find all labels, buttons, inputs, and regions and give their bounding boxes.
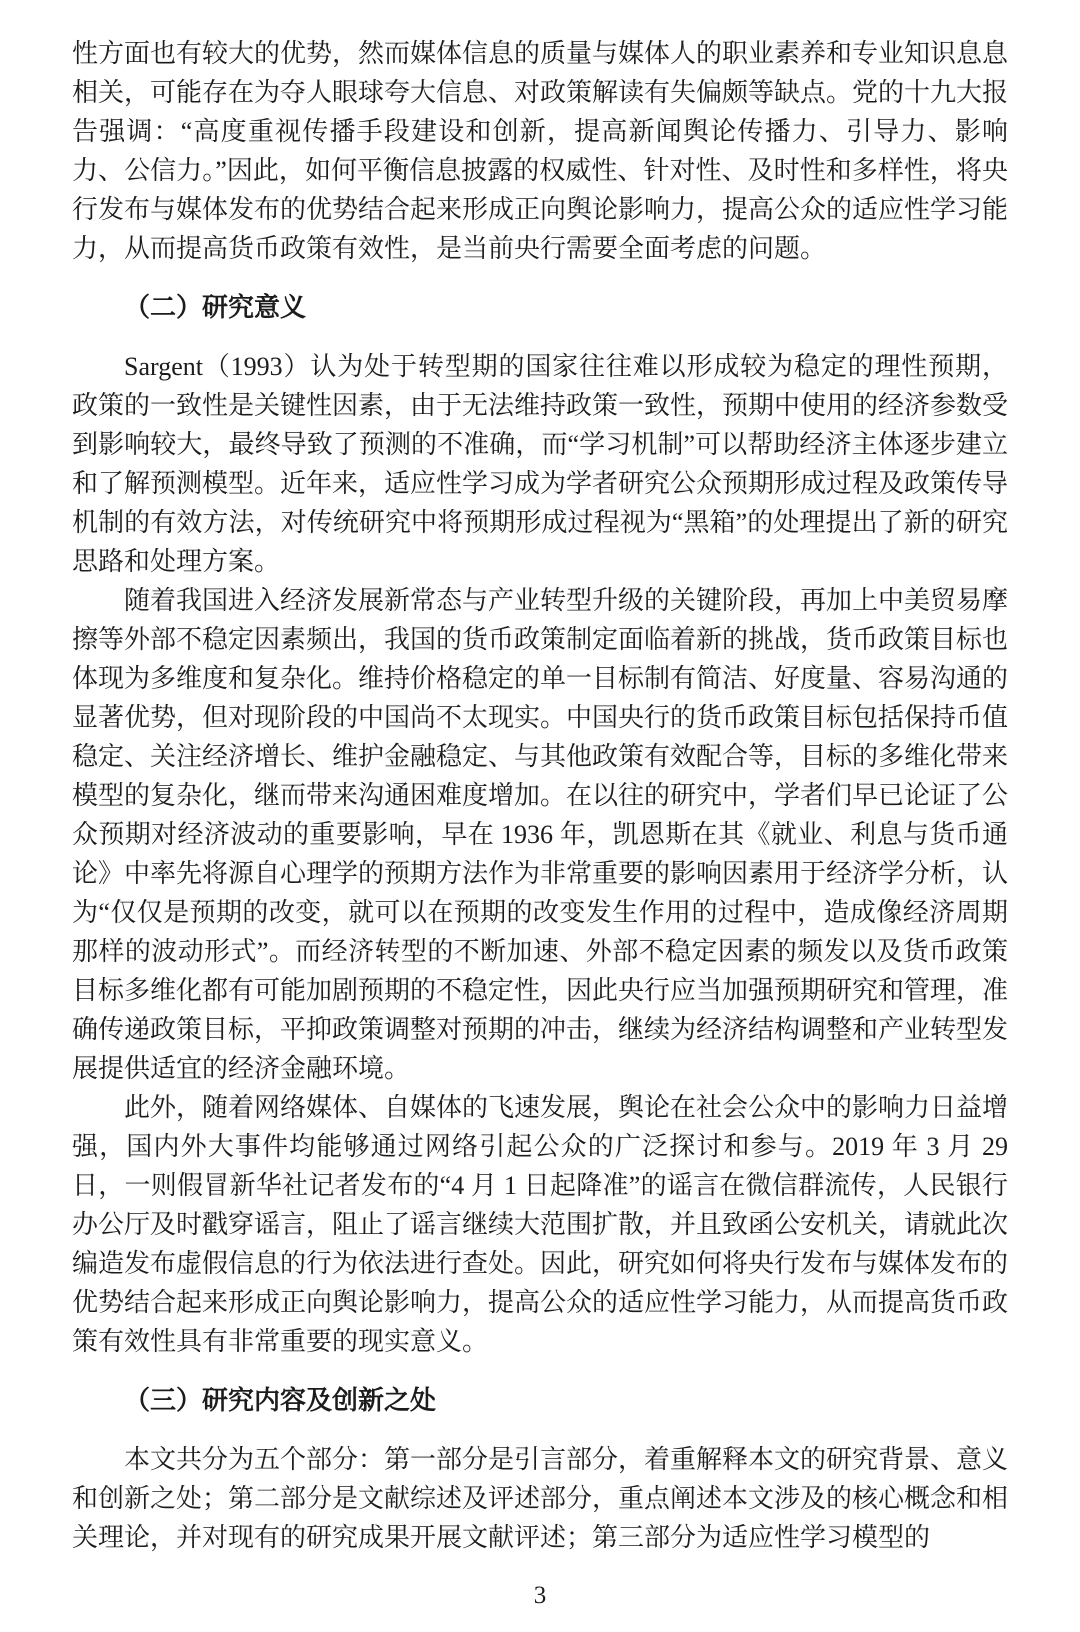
section-heading-research-content-innovation: （三）研究内容及创新之处 bbox=[124, 1386, 437, 1415]
body-paragraph: 此外，随着网络媒体、自媒体的飞速发展，舆论在社会公众中的影响力日益增强，国内外大事件均能够通过网络引起公众的广泛探讨和参与。2019 年 3 月 29 日，一则假冒新华社记者发布的“4 月 1 日起降准”的谣言在微信群流传，人民银行办公厅及时戳穿谣言，阻止了谣言继续大范围扩散，并且致函公安机关，请就此次编造发布虚假信息的行为依法进行查处。因此，研究如何将央行发布与媒体发布的优势结合起来形成正向舆论影响力，提高公众的适应性学习能力，从而提高货币政策有效性具有非常重要的现实意义。 bbox=[72, 1093, 1009, 1356]
section-heading-research-significance: （二）研究意义 bbox=[124, 293, 307, 322]
body-paragraph: Sargent（1993）认为处于转型期的国家往往难以形成较为稳定的理性预期，政策的一致性是关键性因素，由于无法维持政策一致性，预期中使用的经济参数受到影响较大，最终导致了预测的不准确，而“学习机制”可以帮助经济主体逐步建立和了解预测模型。近年来，适应性学习成为学者研究公众预期形成过程及政策传导机制的有效方法，对传统研究中将预期形成过程视为“黑箱”的处理提出了新的研究思路和处理方案。 bbox=[72, 352, 1009, 576]
body-paragraph: 随着我国进入经济发展新常态与产业转型升级的关键阶段，再加上中美贸易摩擦等外部不稳定因素频出，我国的货币政策制定面临着新的挑战，货币政策目标也体现为多维度和复杂化。维持价格稳定的单一目标制有简洁、好度量、容易沟通的显著优势，但对现阶段的中国尚不太现实。中国央行的货币政策目标包括保持币值稳定、关注经济增长、维护金融稳定、与其他政策有效配合等，目标的多维化带来模型的复杂化，继而带来沟通困难度增加。在以往的研究中，学者们早已论证了公众预期对经济波动的重要影响，早在 1936 年，凯恩斯在其《就业、利息与货币通论》中率先将源自心理学的预期方法作为非常重要的影响因素用于经济学分析，认为“仅仅是预期的改变，就可以在预期的改变发生作用的过程中，造成像经济周期那样的波动形式”。而经济转型的不断加速、外部不稳定因素的频发以及货币政策目标多维化都有可能加剧预期的不稳定性，因此央行应当加强预期研究和管理，准确传递政策目标，平抑政策调整对预期的冲击，继续为经济结构调整和产业转型发展提供适宜的经济金融环境。 bbox=[72, 586, 1009, 1083]
page-number: 3 bbox=[533, 1582, 547, 1609]
page-body-text bbox=[72, 34, 1008, 1557]
body-paragraph: 性方面也有较大的优势，然而媒体信息的质量与媒体人的职业素养和专业知识息息相关，可能存在为夺人眼球夸大信息、对政策解读有失偏颇等缺点。党的十九大报告强调：“高度重视传播手段建设和创新，提高新闻舆论传播力、引导力、影响力、公信力。”因此，如何平衡信息披露的权威性、针对性、及时性和多样性，将央行发布与媒体发布的优势结合起来形成正向舆论影响力，提高公众的适应性学习能力，从而提高货币政策有效性，是当前央行需要全面考虑的问题。 bbox=[72, 39, 1009, 263]
body-paragraph: 本文共分为五个部分：第一部分是引言部分，着重解释本文的研究背景、意义和创新之处；第二部分是文献综述及评述部分，重点阐述本文涉及的核心概念和相关理论，并对现有的研究成果开展文献评述；第三部分为适应性学习模型的 bbox=[72, 1445, 1009, 1552]
